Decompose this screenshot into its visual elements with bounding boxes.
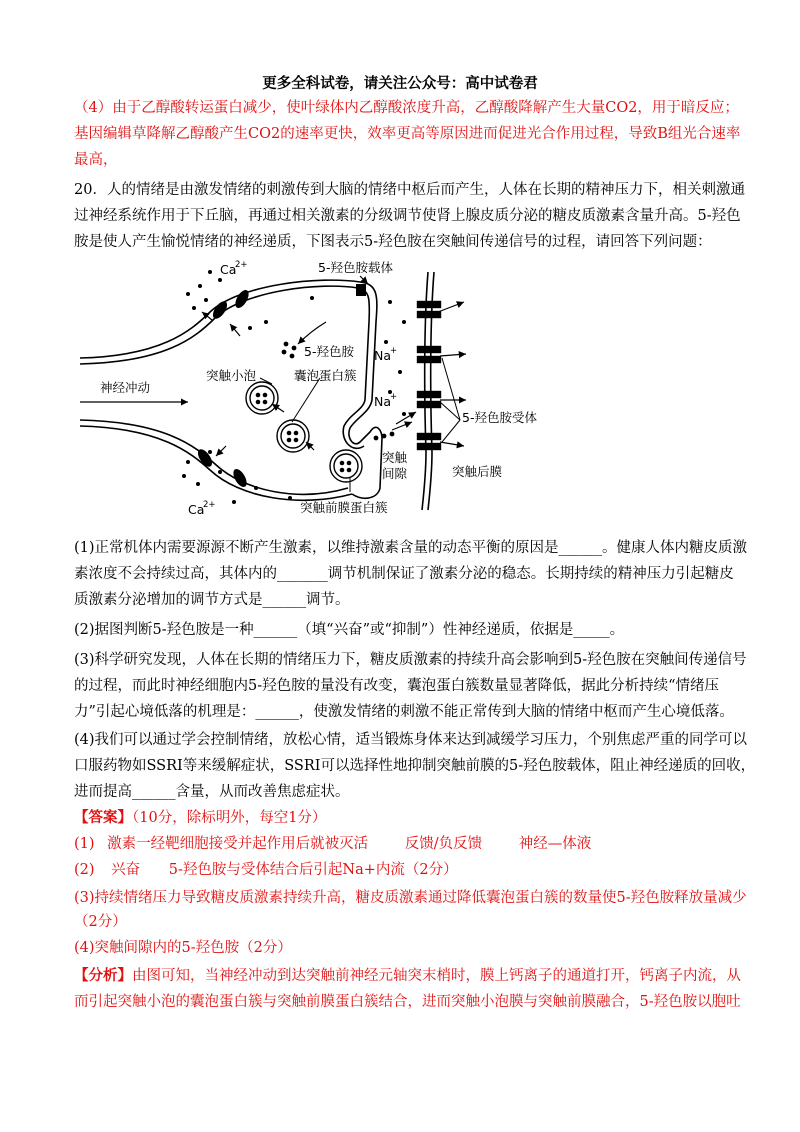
subq-line-8: (4)我们可以通过学会控制情绪，放松心情，适当锻炼身体来达到减缓学习压力，个别焦虑严重的同学可以 xyxy=(74,732,748,748)
subq-line-1: (1)正常机体内需要源源不断产生激素，以维持激素含量的动态平衡的原因是______。健康人体内糖皮质激 xyxy=(74,540,748,556)
prev-answer-line-2: 基因编辑草降解乙醇酸产生CO2的速率更快，效率更高等原因进而促进光合作用过程，导致B组光合速率 xyxy=(74,126,741,142)
answer-title: 【答案】 xyxy=(74,809,132,826)
subq-line-5: (3)科学研究发现，人体在长期的情绪压力下，糖皮质激素的持续升高会影响到5-羟色胺在突触间传递信号 xyxy=(74,652,747,668)
serotonin-label: 5-羟色胺 xyxy=(304,344,354,359)
answer-4: (4)突触间隙内的5-羟色胺（2分） xyxy=(74,940,292,956)
analysis-text-1: 由图可知，当神经冲动到达突触前神经元轴突末梢时，膜上钙离子的通道打开，钙离子内流，从 xyxy=(132,968,741,984)
ca-label-bottom: Ca xyxy=(188,502,205,517)
answer-1 xyxy=(74,834,734,854)
ca-label-top: Ca xyxy=(220,262,237,277)
synaptic-cleft-label-1: 突触 xyxy=(382,450,408,465)
answer-header xyxy=(74,808,734,828)
nerve-impulse-label: 神经冲动 xyxy=(100,380,151,395)
serotonin-transporter-label: 5-羟色胺载体 xyxy=(318,260,393,275)
prev-answer-line-1: （4）由于乙醇酸转运蛋白减少，使叶绿体内乙醇酸浓度升高，乙醇酸降解产生大量CO2，用于暗反应； xyxy=(74,100,739,116)
answer-2 xyxy=(74,860,734,880)
postsynaptic-membrane-label: 突触后膜 xyxy=(452,464,503,479)
answer-1-label: (1) xyxy=(74,836,95,852)
subq-line-3: 质激素分泌增加的调节方式是______调节。 xyxy=(74,592,350,608)
subq-line-6: 的过程，而此时神经细胞内5-羟色胺的量没有改变，囊泡蛋白簇数量显著降低，据此分析持续“情绪压 xyxy=(74,678,720,694)
answer-2-label: (2) xyxy=(74,862,95,878)
page-header: 更多全科试卷，请关注公众号：高中试卷君 xyxy=(262,75,538,92)
presynaptic-protein-label: 突触前膜蛋白簇 xyxy=(300,500,388,515)
prev-answer-line-3: 最高， xyxy=(74,152,118,168)
analysis-line-1 xyxy=(74,966,741,986)
ca-superscript-bottom: 2+ xyxy=(203,500,216,510)
na-superscript-2: + xyxy=(390,392,398,402)
analysis-line-2: 而引起突触小泡的囊泡蛋白簇与突触前膜蛋白簇结合，进而突触小泡膜与突触前膜融合，5-羟色胺以胞吐 xyxy=(74,994,741,1010)
diagram-arrows xyxy=(80,276,466,456)
answer-note: （10分，除标明外，每空1分） xyxy=(132,810,327,826)
na-label-1: Na xyxy=(374,348,392,363)
na-label-2: Na xyxy=(374,394,392,409)
synaptic-vesicles xyxy=(246,382,362,482)
serotonin-receptors xyxy=(418,302,440,449)
ca-superscript-top: 2+ xyxy=(235,260,248,270)
analysis-title: 【分析】 xyxy=(74,967,132,984)
synapse-diagram xyxy=(60,260,537,522)
vesicle-label: 突触小泡 xyxy=(206,368,257,383)
subq-line-2: 素浓度不会持续过高，其体内的_______调节机制保证了激素分泌的稳态。长期持续的精神压力引起糖皮 xyxy=(74,566,734,582)
answer-3-line-1: (3)持续情绪压力导致糖皮质激素持续升高，糖皮质激素通过降低囊泡蛋白簇的数量使5-羟色胺释放量减少 xyxy=(74,890,747,906)
answer-2-part-2: 5-羟色胺与受体结合后引起Na+内流（2分） xyxy=(168,862,458,878)
na-superscript-1: + xyxy=(390,346,398,356)
subq-line-7: 力”引起心境低落的机理是：______，使激发情绪的刺激不能正常传到大脑的情绪中枢而产生心境低落。 xyxy=(74,704,734,720)
answer-2-part-1: 兴奋 xyxy=(111,862,141,878)
question-line-1: 20．人的情绪是由激发情绪的刺激传到大脑的情绪中枢后而产生，人体在长期的精神压力下，相关刺激通 xyxy=(74,182,745,198)
synaptic-cleft-label-2: 间隙 xyxy=(382,466,408,481)
question-line-3: 胺是使人产生愉悦情绪的神经递质，下图表示5-羟色胺在突触间传递信号的过程，请回答下列问题： xyxy=(74,234,712,250)
answer-1-part-3: 神经—体液 xyxy=(518,836,592,852)
answer-1-part-2: 反馈/负反馈 xyxy=(404,836,483,852)
calcium-channels xyxy=(195,284,366,489)
receptor-label: 5-羟色胺受体 xyxy=(462,410,537,425)
question-line-2: 过神经系统作用于下丘脑，再通过相关激素的分级调节使肾上腺皮质分泌的糖皮质激素含量升高。5-羟色 xyxy=(74,208,741,224)
answer-1-part-1: 激素一经靶细胞接受并起作用后就被灭活 xyxy=(107,836,369,852)
subq-line-4: (2)据图判断5-羟色胺是一种______（填“兴奋”或“抑制”）性神经递质，依据是_____。 xyxy=(74,622,625,638)
subq-line-9: 口服药物如SSRI等来缓解症状，SSRI可以选择性地抑制突触前膜的5-羟色胺载体，阻止神经递质的回收， xyxy=(74,758,756,774)
subq-line-10: 进而提高______含量，从而改善焦虑症状。 xyxy=(74,784,350,800)
vesicle-protein-label: 囊泡蛋白簇 xyxy=(294,368,357,383)
answer-3-line-2: （2分） xyxy=(74,914,127,930)
